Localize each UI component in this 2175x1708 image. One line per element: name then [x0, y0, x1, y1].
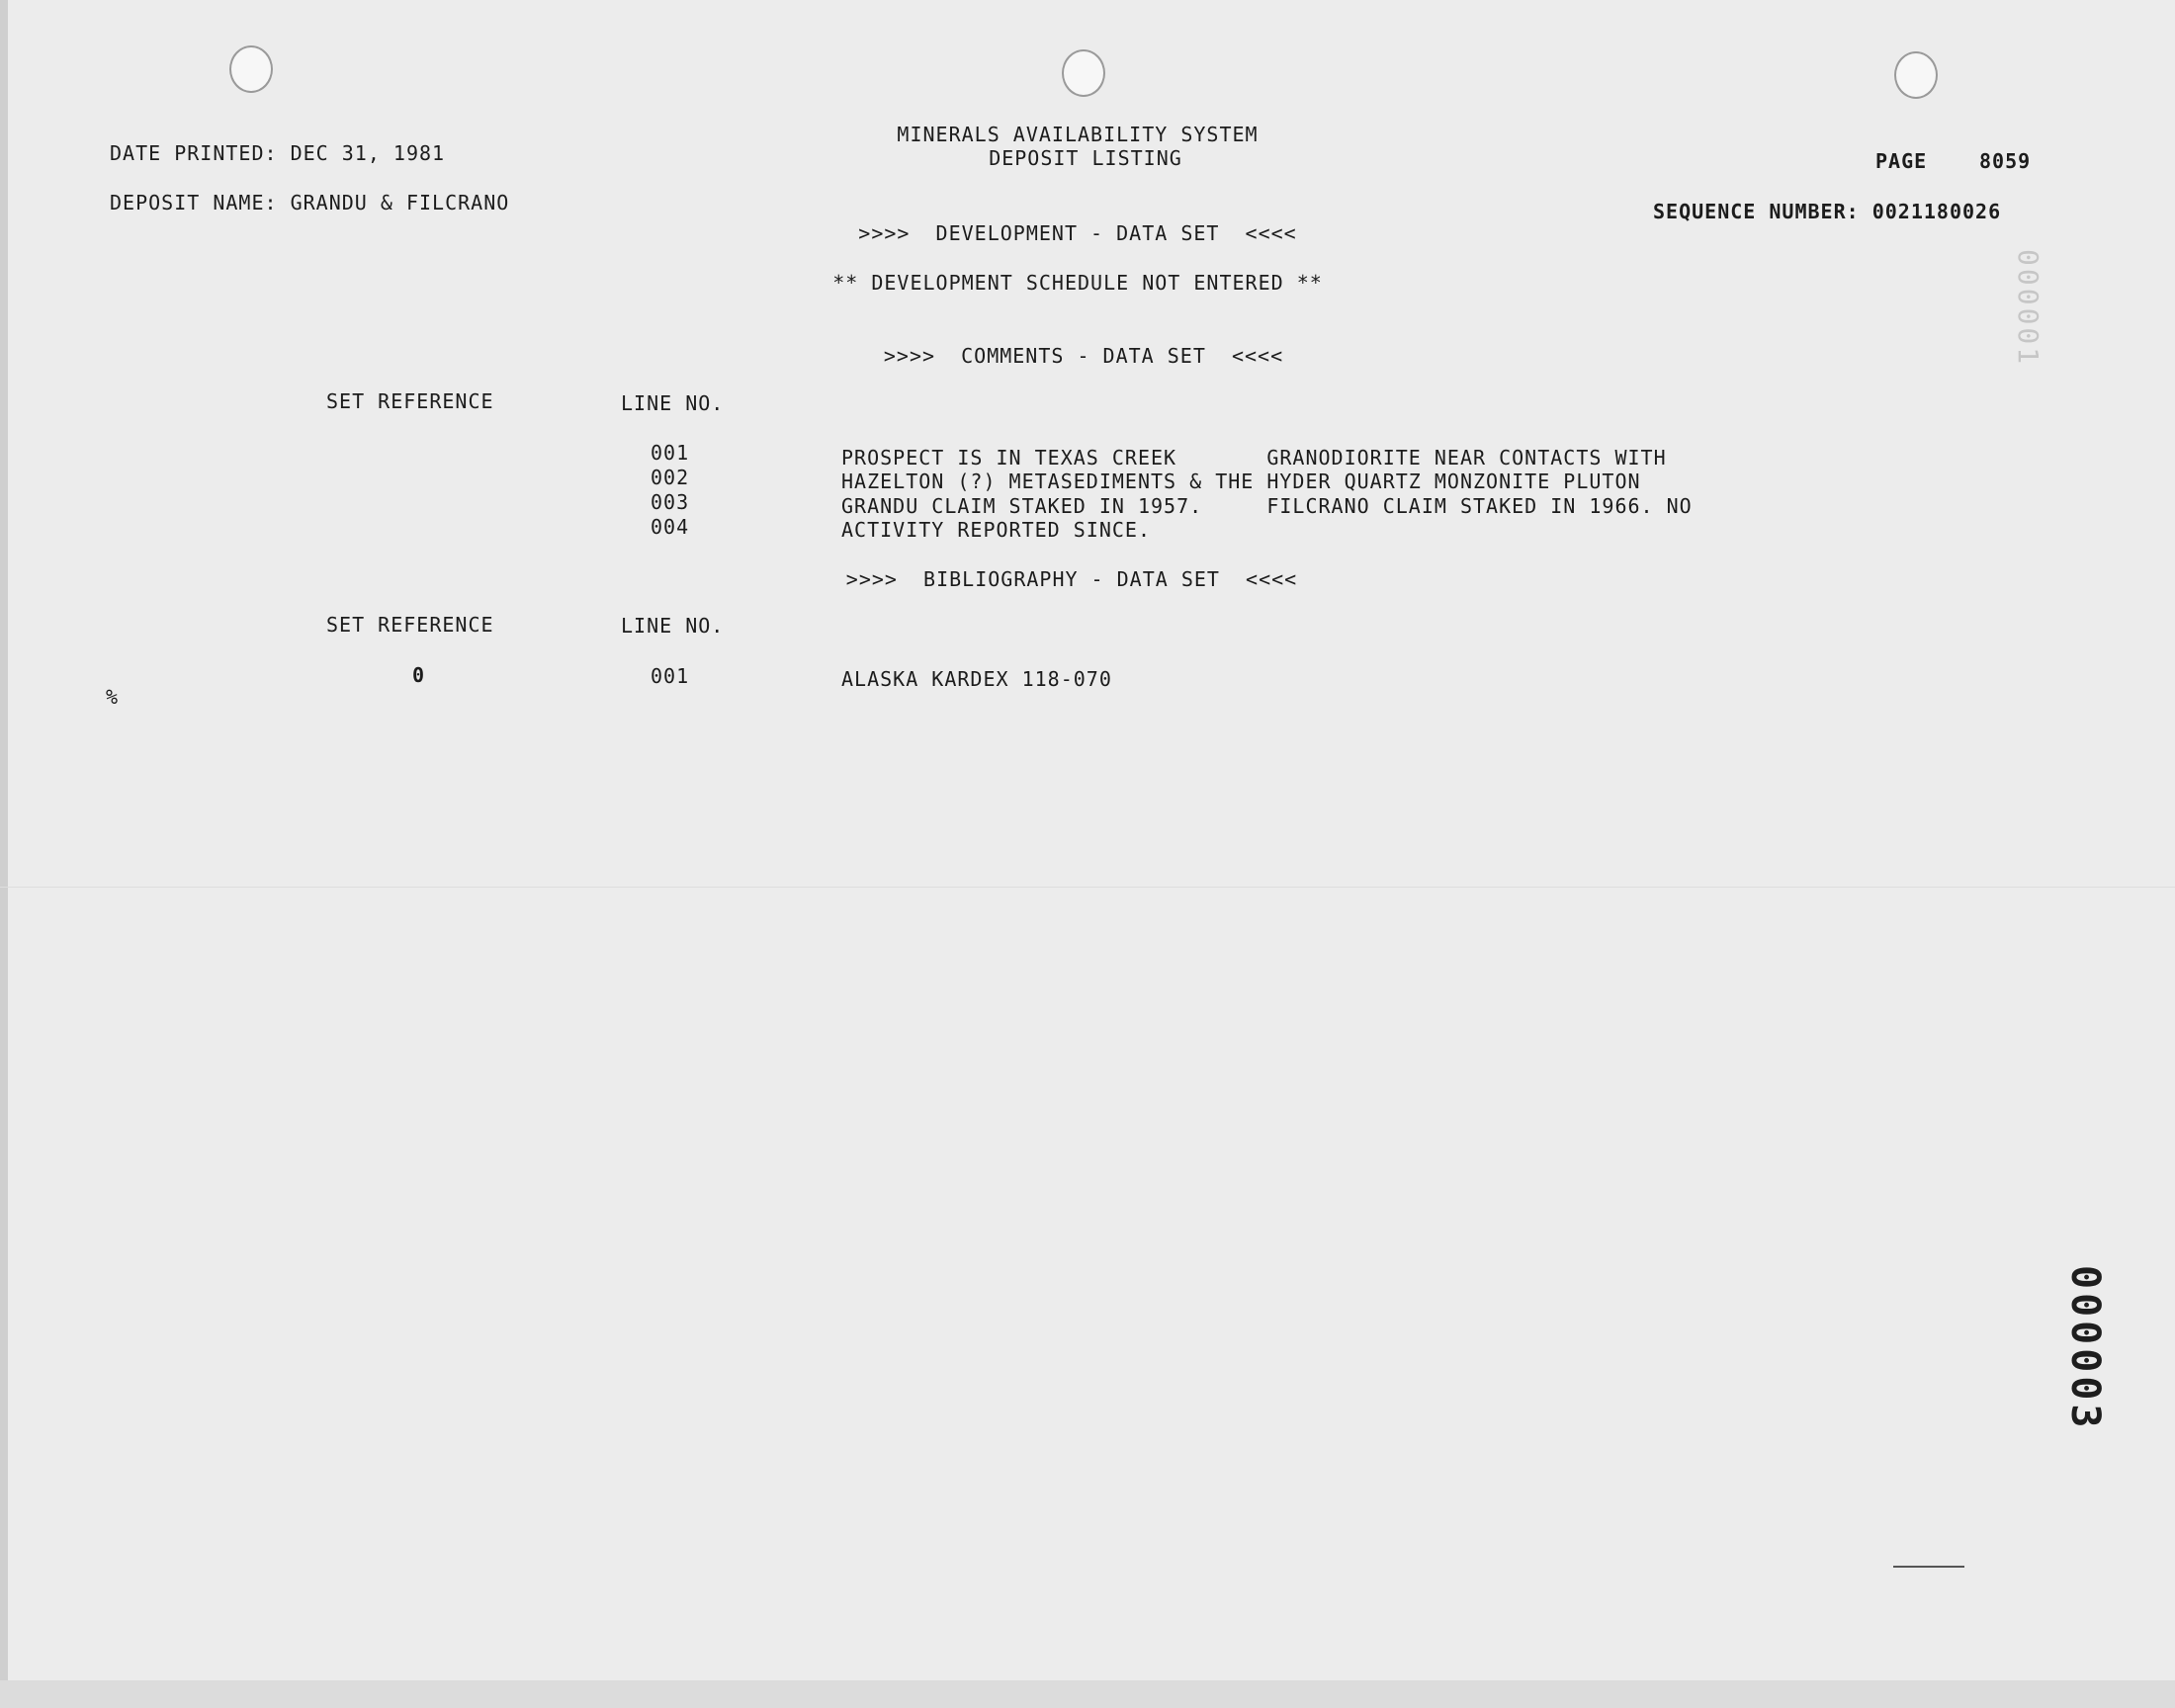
page-number: 8059 [1979, 149, 2032, 173]
bibliography-text: ALASKA KARDEX 118-070 [841, 667, 1112, 691]
percent-mark: % [106, 685, 120, 709]
comments-heading: >>>> COMMENTS - DATA SET <<<< [883, 344, 1284, 368]
page-edge-shadow [0, 0, 8, 1680]
comments-col-set-reference: SET REFERENCE [326, 389, 494, 413]
comment-line-number: 001 [651, 441, 690, 465]
bibliography-col-set-reference: SET REFERENCE [326, 613, 494, 637]
date-printed: DATE PRINTED: DEC 31, 1981 [110, 141, 446, 165]
listing-title: DEPOSIT LISTING [989, 146, 1182, 170]
page-fold-line [0, 887, 2175, 888]
punch-hole-left [229, 45, 273, 93]
comment-line-number: 004 [651, 515, 690, 539]
deposit-name: DEPOSIT NAME: GRANDU & FILCRANO [110, 191, 510, 214]
development-note: ** DEVELOPMENT SCHEDULE NOT ENTERED ** [832, 271, 1323, 295]
page-bottom-strip [0, 1680, 2175, 1708]
comment-text: GRANDU CLAIM STAKED IN 1957. FILCRANO CLAIM STAKED IN 1966. NO [841, 494, 1693, 518]
comment-text: HAZELTON (?) METASEDIMENTS & THE HYDER QUARTZ MONZONITE PLUTON [841, 470, 1641, 493]
page-label: PAGE [1875, 149, 1928, 173]
bibliography-set-reference: 0 [412, 663, 426, 687]
comment-text: ACTIVITY REPORTED SINCE. [841, 518, 1151, 542]
pen-mark [1893, 1566, 1964, 1568]
sequence-number: SEQUENCE NUMBER: 0021180026 [1653, 200, 2002, 223]
faint-frame-stamp: 000001 [2012, 249, 2044, 368]
development-heading: >>>> DEVELOPMENT - DATA SET <<<< [858, 221, 1297, 245]
punch-hole-right [1894, 51, 1938, 99]
bibliography-line-number: 001 [651, 664, 690, 688]
comment-line-number: 002 [651, 466, 690, 489]
frame-number-stamp: 000003 [2062, 1265, 2108, 1432]
system-title: MINERALS AVAILABILITY SYSTEM [897, 123, 1259, 146]
bibliography-heading: >>>> BIBLIOGRAPHY - DATA SET <<<< [845, 567, 1298, 591]
bibliography-col-line-no: LINE NO. [621, 614, 725, 638]
comment-line-number: 003 [651, 490, 690, 514]
comments-col-line-no: LINE NO. [621, 391, 725, 415]
punch-hole-center [1062, 49, 1105, 97]
comment-text: PROSPECT IS IN TEXAS CREEK GRANODIORITE NEAR CONTACTS WITH [841, 446, 1667, 470]
